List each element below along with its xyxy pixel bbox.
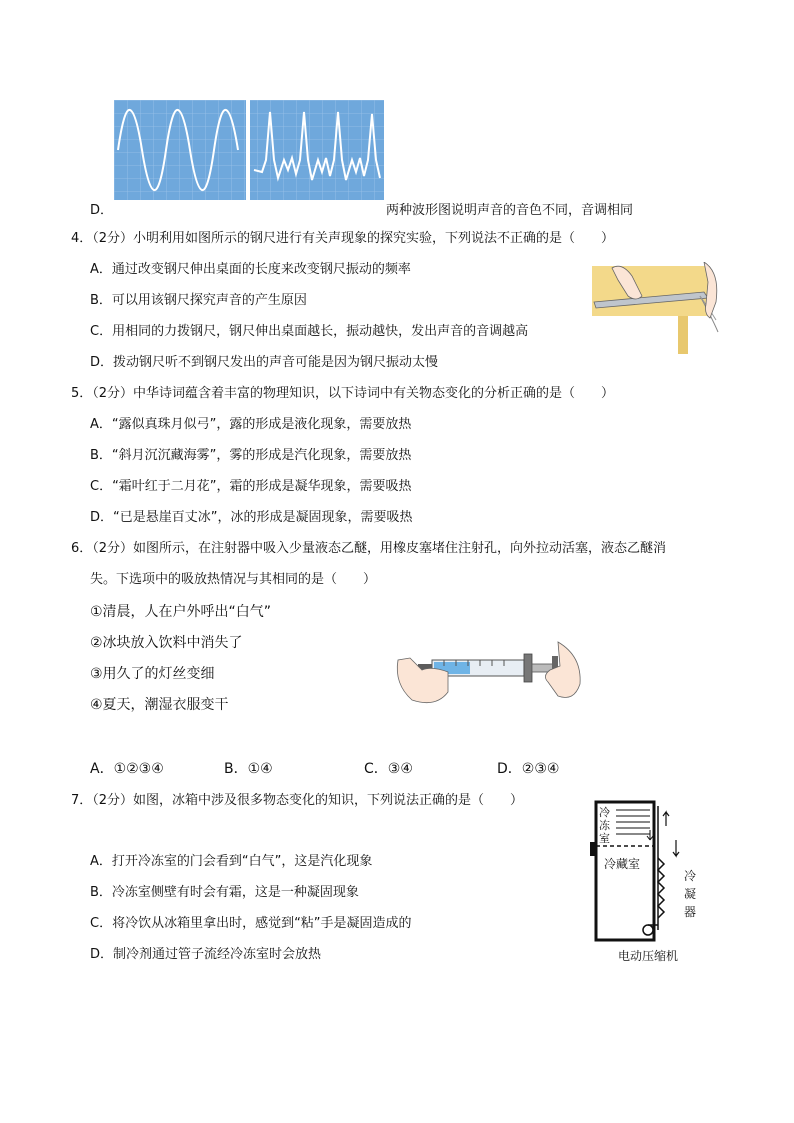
condenser-label-1: 冷 xyxy=(684,869,697,883)
condenser-label-3: 器 xyxy=(684,905,697,919)
q7-option-b: B．冷冻室侧壁有时会有霜，这是一种凝固现象 xyxy=(90,885,359,900)
waveform-complex xyxy=(250,100,384,200)
q4-option-b: B．可以用该钢尺探究声音的产生原因 xyxy=(90,293,307,308)
q4-option-c: C．用相同的力拨钢尺，钢尺伸出桌面越长，振动越快，发出声音的音调越高 xyxy=(90,324,529,339)
q3-option-d-text: 两种波形图说明声音的音色不同，音调相同 xyxy=(386,203,634,218)
q6-stem-line2: 失。下选项中的吸放热情况与其相同的是（ ） xyxy=(90,572,377,587)
q7-option-a: A．打开冷冻室的门会看到“白气”，这是汽化现象 xyxy=(90,854,373,869)
q6-item-1: ①清晨，人在户外呼出“白气” xyxy=(90,604,272,620)
condenser-label-2: 凝 xyxy=(684,887,697,901)
fridge-label: 冷藏室 xyxy=(604,857,641,871)
q5-option-a: A．“露似真珠月似弓”，露的形成是液化现象，需要放热 xyxy=(90,417,412,432)
q4-stem: 4．（2分）小明利用如图所示的钢尺进行有关声现象的探究实验，下列说法不正确的是（ ） xyxy=(71,231,615,246)
q6-item-2: ②冰块放入饮料中消失了 xyxy=(90,635,243,651)
q6-item-3: ③用久了的灯丝变细 xyxy=(90,666,215,682)
freezer-label-1: 冷 xyxy=(599,806,610,819)
q6-choice-d: D．②③④ xyxy=(497,761,560,777)
freezer-label-3: 室 xyxy=(599,832,610,845)
oscilloscope-images xyxy=(114,100,384,200)
waveform-sine xyxy=(114,100,246,200)
q5-option-d: D．“已是悬崖百丈冰”，冰的形成是凝固现象，需要吸热 xyxy=(90,510,413,525)
q3-option-d-label: D． xyxy=(90,203,114,218)
steel-ruler-figure xyxy=(592,262,720,354)
freezer-label-2: 冻 xyxy=(599,819,610,832)
q6-choice-a: A．①②③④ xyxy=(90,761,164,777)
compressor-label: 电动压缩机 xyxy=(618,949,679,963)
q4-option-d: D．拨动钢尺听不到钢尺发出的声音可能是因为钢尺振动太慢 xyxy=(90,355,439,370)
refrigerator-diagram xyxy=(588,800,708,968)
q7-option-d: D．制冷剂通过管子流经冷冻室时会放热 xyxy=(90,947,322,962)
q7-option-c: C．将冷饮从冰箱里拿出时，感觉到“粘”手是凝固造成的 xyxy=(90,916,412,931)
q7-stem: 7．（2分）如图，冰箱中涉及很多物态变化的知识，下列说法正确的是（ ） xyxy=(71,793,524,808)
q6-choice-b: B．①④ xyxy=(224,761,273,777)
syringe-figure xyxy=(392,636,584,712)
q6-stem-line1: 6．（2分）如图所示，在注射器中吸入少量液态乙醚，用橡皮塞堵住注射孔，向外拉动活塞，液态乙醚消 xyxy=(71,541,667,556)
q5-stem: 5．（2分）中华诗词蕴含着丰富的物理知识，以下诗词中有关物态变化的分析正确的是（ ） xyxy=(71,386,615,401)
q6-item-4: ④夏天，潮湿衣服变干 xyxy=(90,697,229,713)
q5-option-c: C．“霜叶红于二月花”，霜的形成是凝华现象，需要吸热 xyxy=(90,479,412,494)
q5-option-b: B．“斜月沉沉藏海雾”，雾的形成是汽化现象，需要放热 xyxy=(90,448,412,463)
q4-option-a: A．通过改变钢尺伸出桌面的长度来改变钢尺振动的频率 xyxy=(90,262,411,277)
q6-choice-c: C．③④ xyxy=(364,761,413,777)
